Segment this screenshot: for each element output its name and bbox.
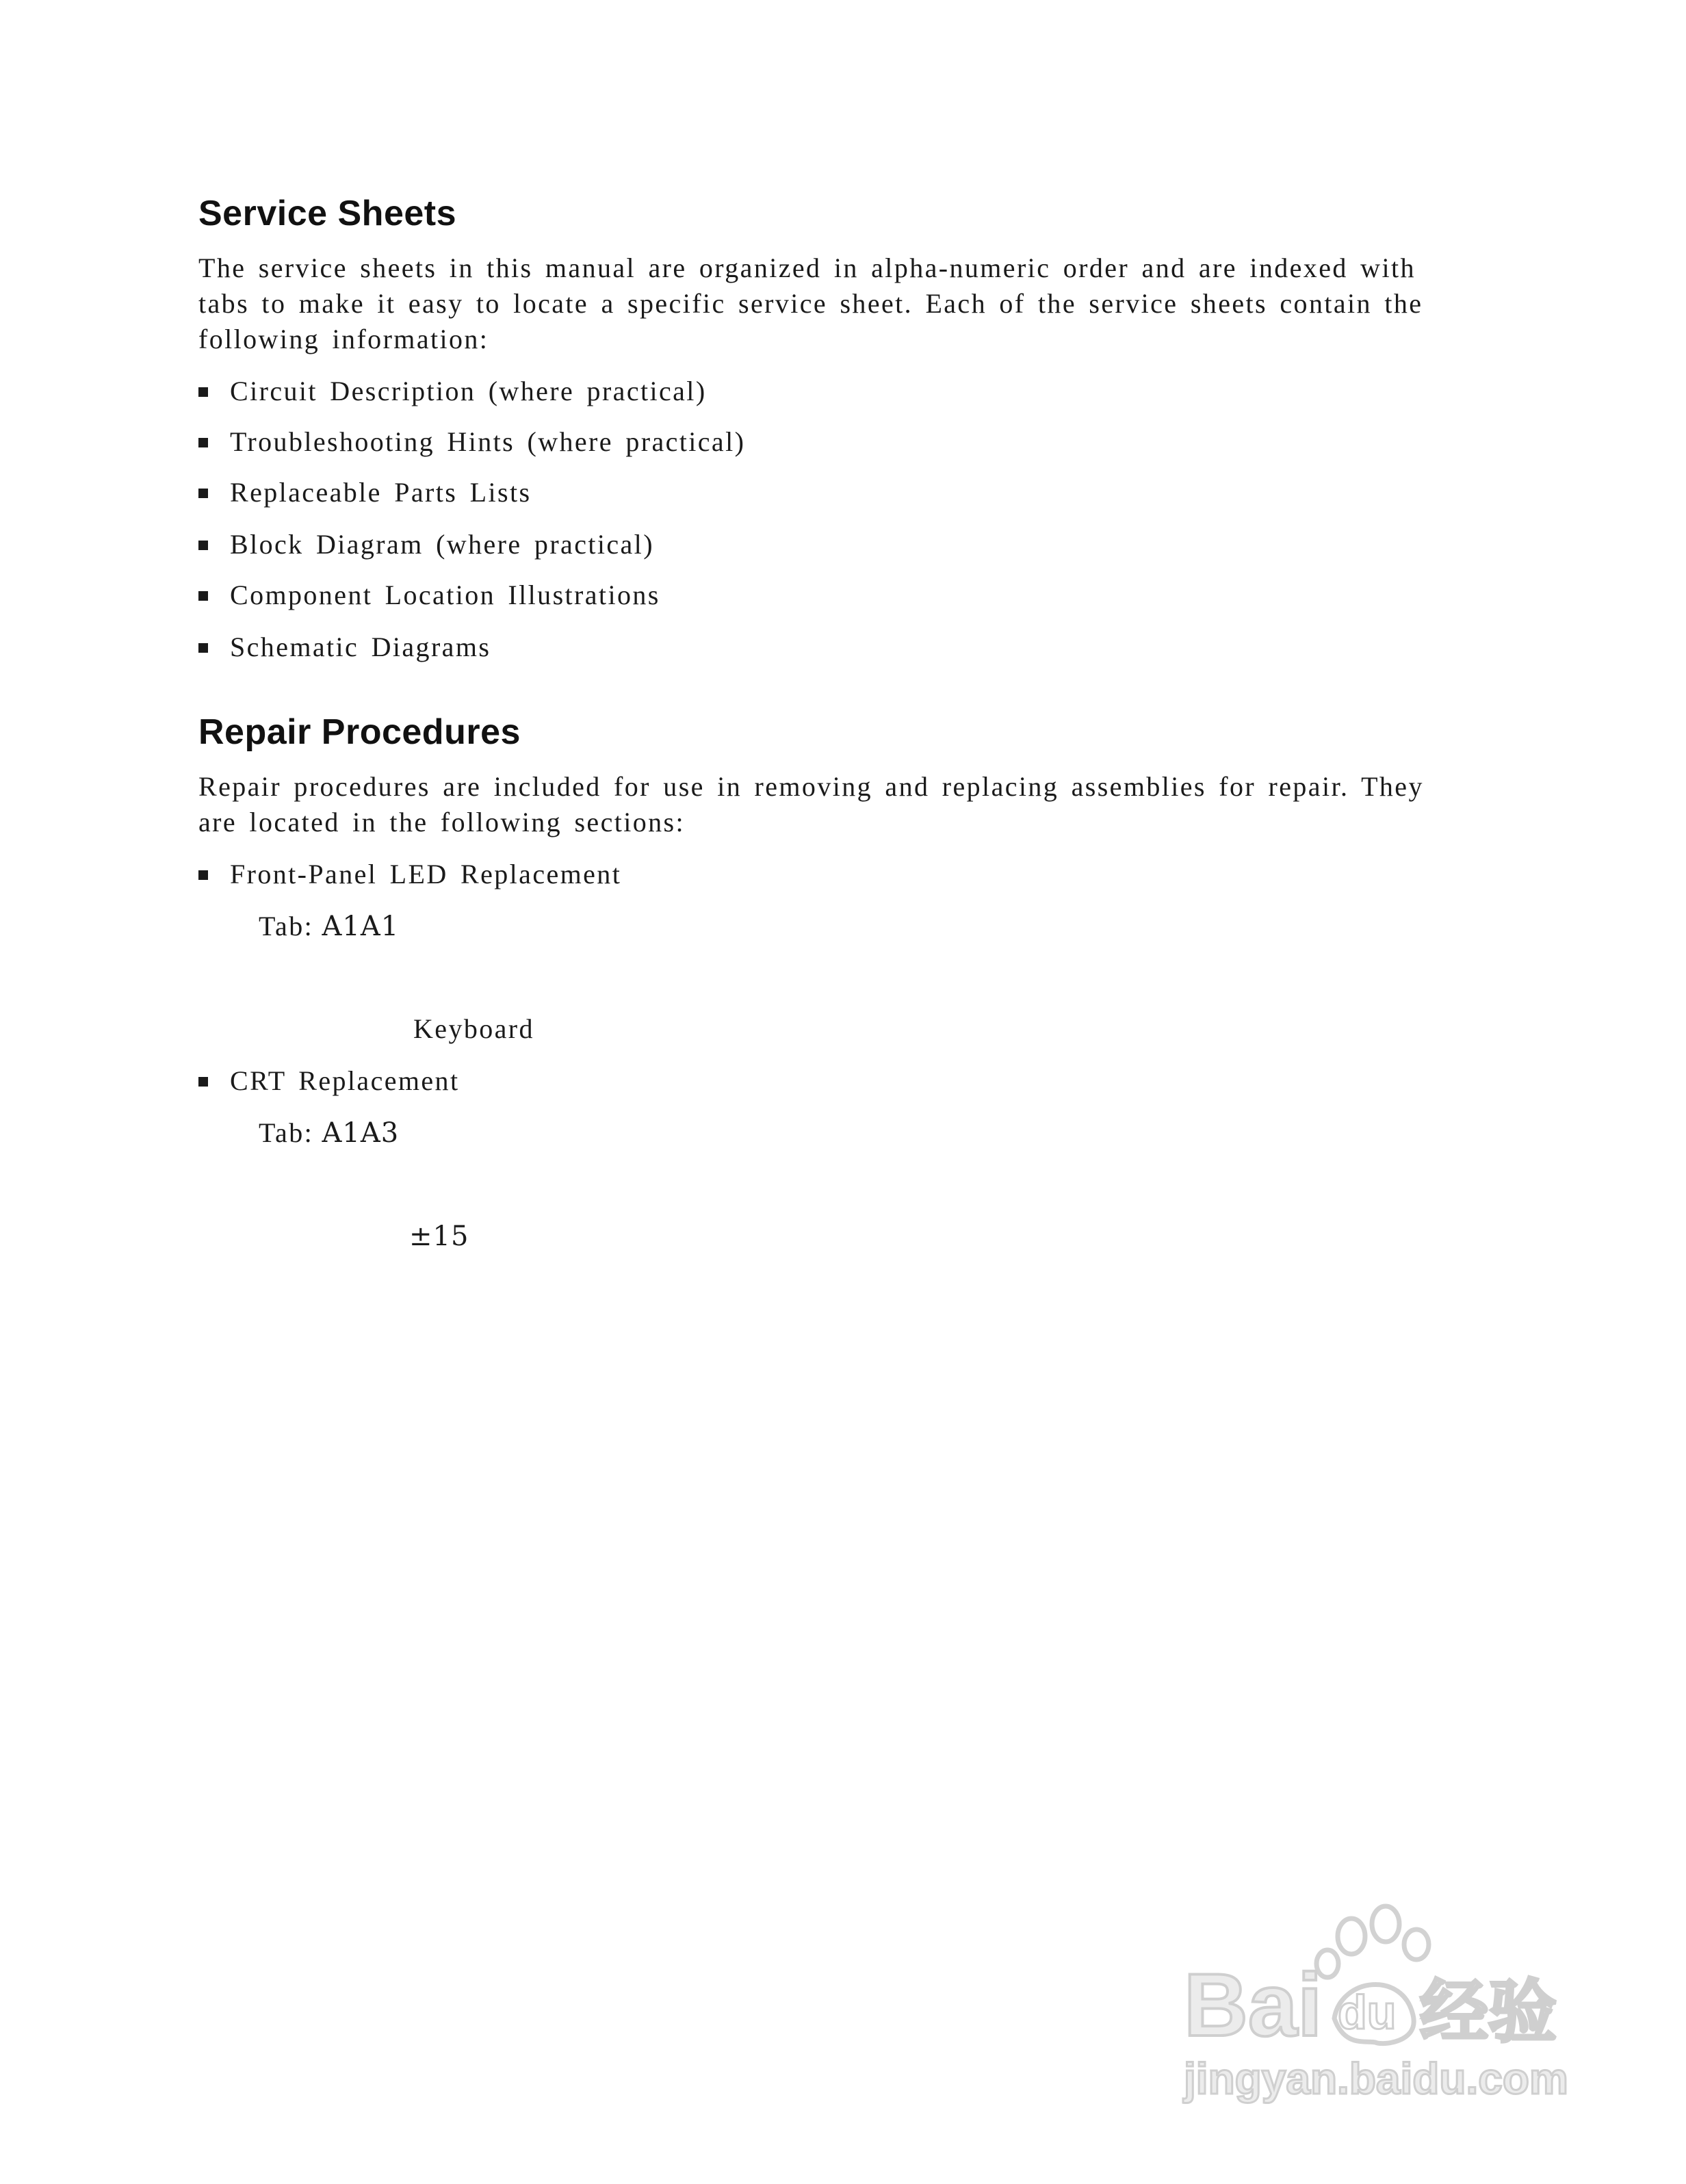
baidu-jingyan-watermark bbox=[1177, 1888, 1587, 2107]
section-heading-service-sheets: Service Sheets bbox=[198, 194, 457, 233]
svg-text:经验: 经验 bbox=[1420, 1972, 1557, 2052]
svg-text:jingyan.baidu.com: jingyan.baidu.com bbox=[1184, 2054, 1568, 2103]
list-item bbox=[198, 476, 531, 508]
tab-code: A1A1 bbox=[322, 911, 400, 942]
list-item bbox=[198, 528, 654, 560]
list-item-label: Block Diagram (where practical) bbox=[230, 529, 654, 560]
list-item bbox=[198, 858, 621, 890]
bullet-square-icon bbox=[198, 870, 208, 880]
list-item-label: Component Location Illustrations bbox=[230, 580, 660, 610]
list-item bbox=[198, 1065, 459, 1097]
tab-reference bbox=[259, 1117, 399, 1149]
list-item-label: Troubleshooting Hints (where practical) bbox=[230, 426, 746, 457]
tab-reference bbox=[259, 910, 399, 942]
list-item-label: Front-Panel LED Replacement bbox=[230, 859, 622, 889]
list-item-label: Schematic Diagrams bbox=[230, 632, 491, 662]
list-item bbox=[198, 426, 745, 458]
bullet-square-icon bbox=[198, 591, 208, 601]
repair-procedures-intro bbox=[198, 769, 1424, 840]
list-item bbox=[198, 375, 707, 407]
intro-line: tabs to make it easy to locate a specific service sheet. Each of the service sheets contain the bbox=[198, 288, 1423, 319]
paw-logo-icon bbox=[1177, 1888, 1587, 2107]
intro-line: are located in the following sections: bbox=[198, 807, 686, 837]
list-item-label: Circuit Description (where practical) bbox=[230, 376, 707, 406]
list-item-label: CRT Replacement bbox=[230, 1065, 460, 1096]
bullet-square-icon bbox=[198, 541, 208, 550]
tab-code: A1A3 bbox=[322, 1117, 400, 1149]
keyboard-label: Keyboard bbox=[413, 1013, 534, 1044]
intro-line: Repair procedures are included for use in removing and replacing assemblies for repair. They bbox=[198, 771, 1424, 802]
bullet-square-icon bbox=[198, 489, 208, 498]
bullet-square-icon bbox=[198, 387, 208, 397]
tab-prefix: Tab: bbox=[259, 911, 314, 941]
svg-text:Bai: Bai bbox=[1184, 1955, 1323, 2055]
section-heading-repair-procedures: Repair Procedures bbox=[198, 712, 521, 752]
plus-minus-value: ±15 bbox=[409, 1221, 469, 1252]
intro-line: The service sheets in this manual are organized in alpha-numeric order and are indexed with bbox=[198, 252, 1416, 283]
service-sheets-intro bbox=[198, 250, 1423, 357]
list-item bbox=[198, 579, 660, 611]
bullet-square-icon bbox=[198, 643, 208, 653]
svg-text:du: du bbox=[1338, 1986, 1397, 2039]
tab-prefix: Tab: bbox=[259, 1117, 314, 1148]
intro-line: following information: bbox=[198, 324, 489, 354]
bullet-square-icon bbox=[198, 1077, 208, 1087]
bullet-square-icon bbox=[198, 438, 208, 447]
list-item bbox=[198, 631, 491, 663]
list-item-label: Replaceable Parts Lists bbox=[230, 477, 532, 508]
